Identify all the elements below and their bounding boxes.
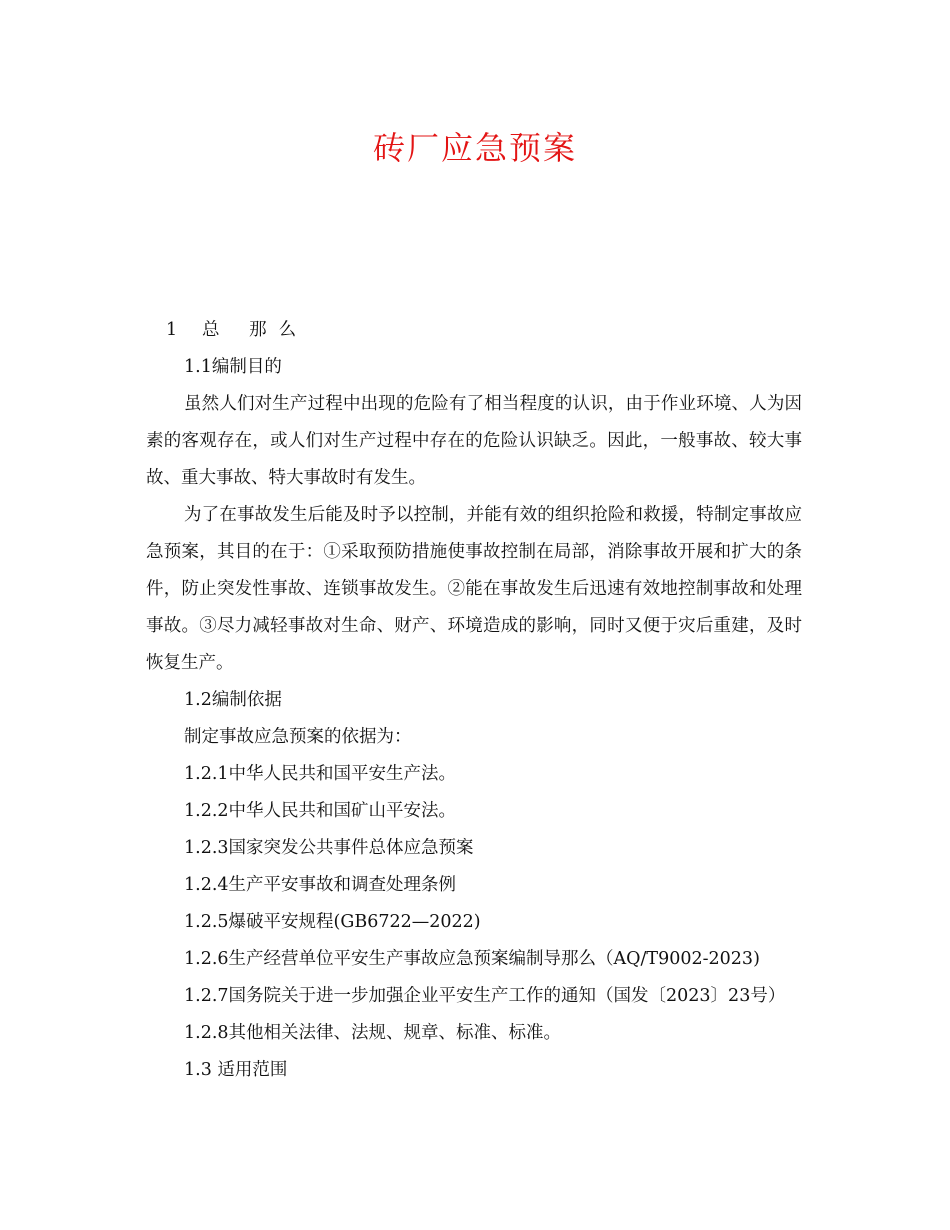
- paragraph-purpose-1: 虽然人们对生产过程中出现的危险有了相当程度的认识，由于作业环境、人为因素的客观存在，或人们对生产过程中存在的危险认识缺乏。因此，一般事故、较大事故、重大事故、特大事故时有发生。: [146, 394, 802, 488]
- document-title: 砖厂应急预案: [372, 129, 577, 167]
- basis-item: 1.2.4生产平安事故和调查处理条例: [184, 875, 457, 895]
- basis-item: 1.2.7国务院关于进一步加强企业平安生产工作的通知（国发〔2023〕23号）: [184, 986, 786, 1006]
- basis-intro: 制定事故应急预案的依据为：: [184, 727, 412, 747]
- chapter-heading: [146, 312, 802, 349]
- section-heading-1-1: 1.1编制目的: [184, 357, 282, 377]
- basis-item: 1.2.1中华人民共和国平安生产法。: [184, 764, 457, 784]
- basis-item: 1.2.8其他相关法律、法规、规章、标准、标准。: [184, 1023, 562, 1043]
- basis-item: 1.2.6生产经营单位平安生产事故应急预案编制导那么（AQ/T9002-2023): [184, 949, 760, 969]
- basis-item: 1.2.3国家突发公共事件总体应急预案: [184, 838, 474, 858]
- chapter-title: 总 那么: [202, 320, 309, 340]
- basis-item: 1.2.2中华人民共和国矿山平安法。: [184, 801, 457, 821]
- paragraph-purpose-2: 为了在事故发生后能及时予以控制，并能有效的组织抢险和救援，特制定事故应急预案，其目的在于：①采取预防措施使事故控制在局部，消除事故开展和扩大的条件，防止突发性事故、连锁事故发生。②能在事故发生后迅速有效地控制事故和处理事故。③尽力减轻事故对生命、财产、环境造成的影响，同时又便于灾后重建，及时恢复生产。: [146, 505, 802, 673]
- chapter-number: 1: [166, 320, 178, 340]
- document-body: [146, 312, 802, 1089]
- section-heading-1-2: 1.2编制依据: [184, 690, 282, 710]
- section-heading-1-3: 1.3 适用范围: [184, 1060, 288, 1080]
- basis-item: 1.2.5爆破平安规程(GB6722—2022): [184, 912, 481, 932]
